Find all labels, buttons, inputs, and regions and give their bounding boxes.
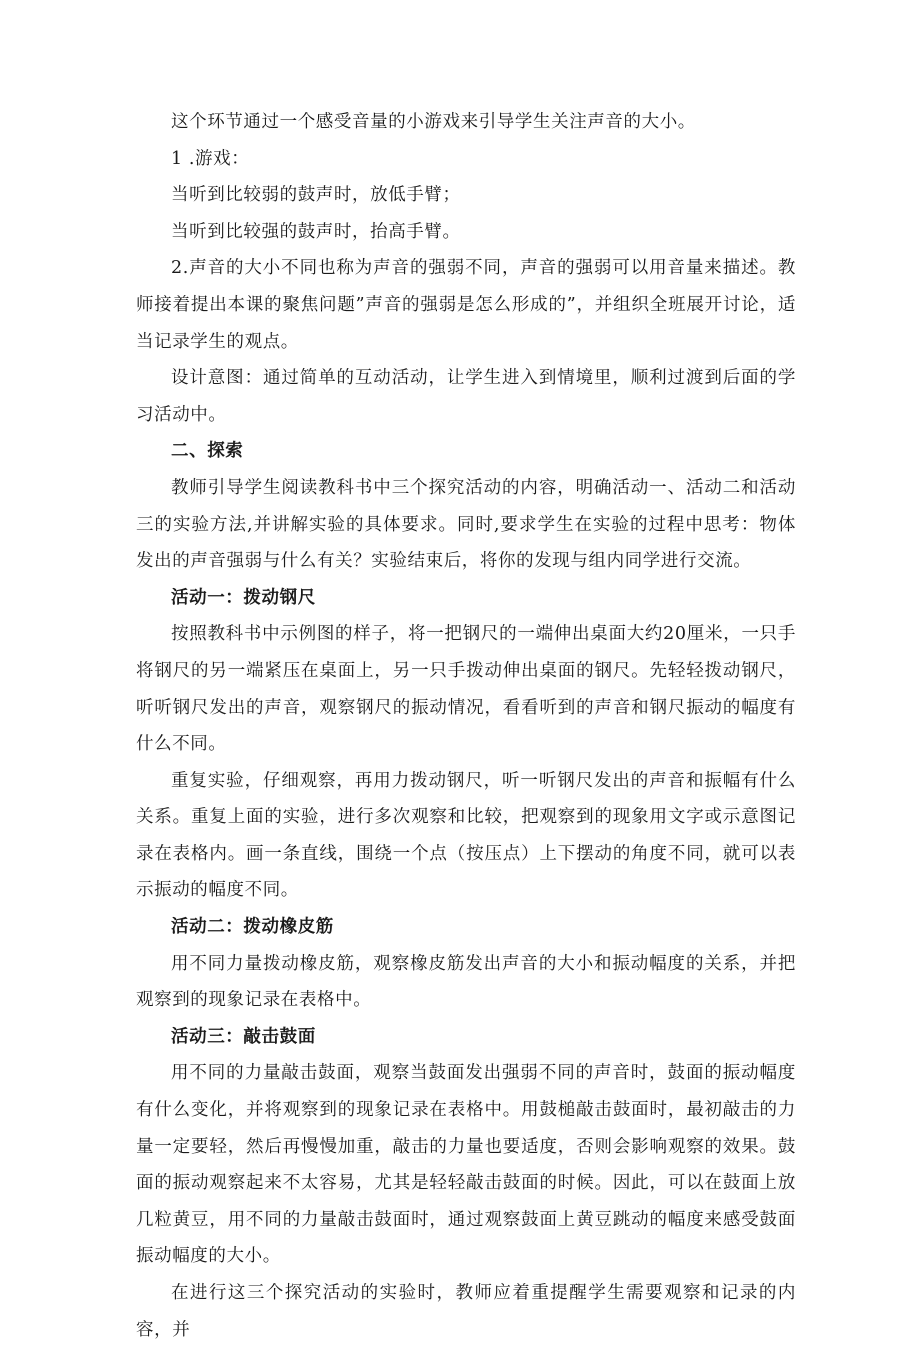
activity-two-heading: 活动二：拨动橡皮筋 (171, 917, 334, 938)
explore-paragraph: 教师引导学生阅读教科书中三个探究活动的内容，明确活动一、活动二和活动三的实验方法,并讲解实验的具体要求。同时,要求学生在实验的过程中思考：物体发出的声音强弱与什么有关？实验结束后，将你的发现与组内同学进行交流。 (136, 477, 796, 572)
intro-paragraph: 这个环节通过一个感受音量的小游戏来引导学生关注声音的大小。 (171, 112, 696, 132)
activity-one-heading: 活动一：拨动钢尺 (171, 587, 316, 608)
game-title: 1 .游戏： (171, 148, 250, 169)
game-rule-weak: 当听到比较弱的鼓声时，放低手臂； (171, 185, 461, 206)
game-rule-strong: 当听到比较强的鼓声时，抬高手臂。 (171, 221, 461, 242)
activity-one-paragraph-1: 按照教科书中示例图的样子，将一把钢尺的一端伸出桌面大约20厘米，一只手将钢尺的另一端紧压在桌面上，另一只手拨动伸出桌面的钢尺。先轻轻拨动钢尺，听听钢尺发出的声音，观察钢尺的振动情况，看看听到的声音和钢尺振动的幅度有什么不同。 (136, 624, 796, 755)
closing-paragraph: 在进行这三个探究活动的实验时，教师应着重提醒学生需要观察和记录的内容，并 (136, 1283, 796, 1340)
activity-three-heading: 活动三：敲击鼓面 (171, 1026, 316, 1047)
volume-paragraph: 2.声音的大小不同也称为声音的强弱不同，声音的强弱可以用音量来描述。教师接着提出本课的聚焦问题”声音的强弱是怎么形成的”，并组织全班展开讨论，适当记录学生的观点。 (136, 258, 796, 352)
design-intent-paragraph: 设计意图：通过简单的互动活动，让学生进入到情境里，顺利过渡到后面的学习活动中。 (136, 368, 796, 425)
activity-two-paragraph: 用不同力量拨动橡皮筋，观察橡皮筋发出声音的大小和振动幅度的关系，并把观察到的现象记录在表格中。 (136, 953, 796, 1011)
activity-three-paragraph: 用不同的力量敲击鼓面，观察当鼓面发出强弱不同的声音时，鼓面的振动幅度有什么变化，并将观察到的现象记录在表格中。用鼓槌敲击鼓面时，最初敲击的力量一定要轻，然后再慢慢加重，敲击的力量也要适度，否则会影响观察的效果。鼓面的振动观察起来不太容易，尤其是轻轻敲击鼓面的时候。因此，可以在鼓面上放几粒黄豆，用不同的力量敲击鼓面时，通过观察鼓面上黄豆跳动的幅度来感受鼓面振动幅度的大小。 (136, 1063, 796, 1267)
activity-one-paragraph-2: 重复实验，仔细观察，再用力拨动钢尺，听一听钢尺发出的声音和振幅有什么关系。重复上面的实验，进行多次观察和比较，把观察到的现象用文字或示意图记录在表格内。画一条直线，围绕一个点（按压点）上下摆动的角度不同，就可以表示振动的幅度不同。 (136, 770, 796, 901)
document-page (136, 104, 796, 1348)
section-heading-explore: 二、探索 (171, 441, 244, 462)
